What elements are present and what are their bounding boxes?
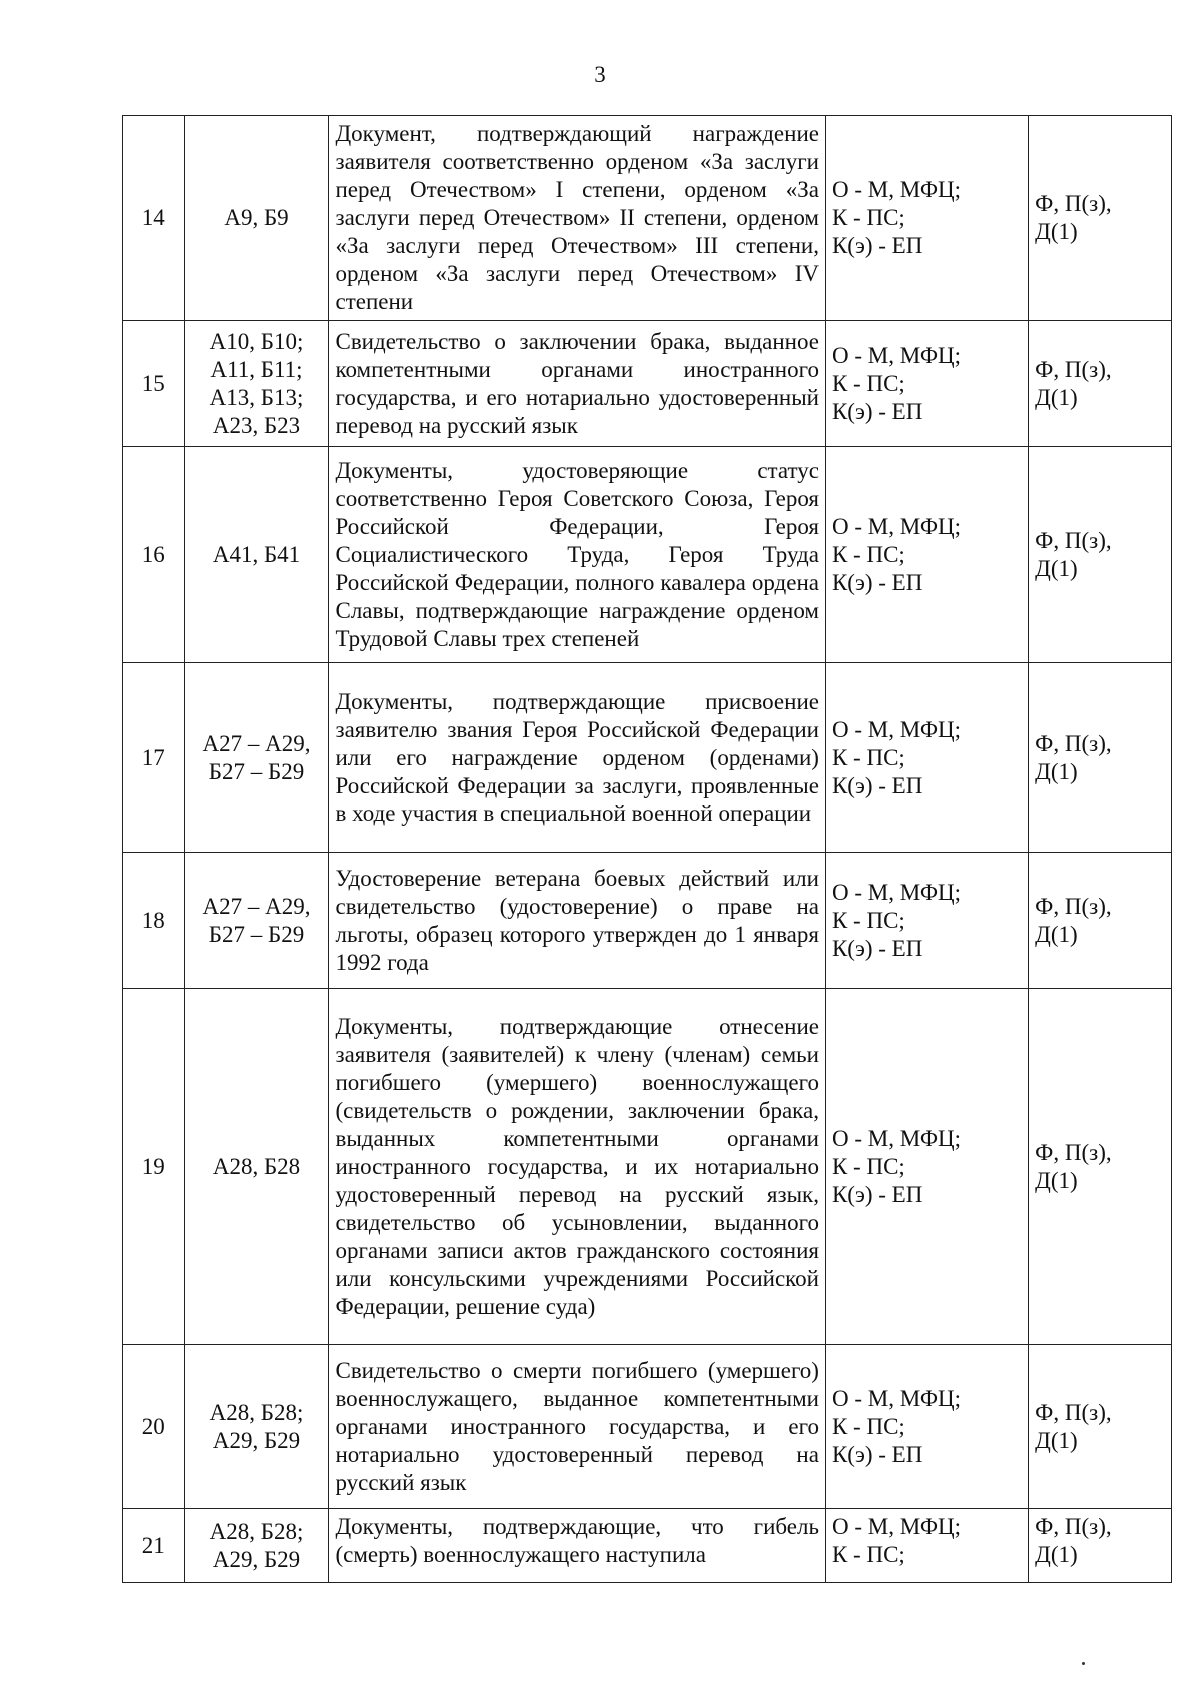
receipt-line: К - ПС; xyxy=(831,541,905,567)
receipt-line: О - М, МФЦ; xyxy=(831,177,962,202)
applicant-codes xyxy=(184,321,329,447)
applicant-codes xyxy=(184,1345,329,1509)
code-line: А10, Б10; xyxy=(209,328,304,354)
row-number: 19 xyxy=(123,989,185,1345)
receipt-methods xyxy=(825,663,1028,853)
receipt-line: К - ПС; xyxy=(831,370,905,396)
applicant-codes xyxy=(184,116,329,321)
document-form xyxy=(1029,663,1172,853)
applicant-codes xyxy=(184,1509,329,1583)
code-line: А29, Б29 xyxy=(212,1427,301,1453)
code-line: А23, Б23 xyxy=(212,412,301,438)
receipt-line: К(э) - ЕП xyxy=(831,569,923,595)
applicant-codes xyxy=(184,989,329,1345)
receipt-methods xyxy=(825,321,1028,447)
code-line: А28, Б28 xyxy=(212,1153,301,1179)
document-description: Документы, удостоверяющие статус соответственно Героя Советского Союза, Героя Российской Федерации, Героя Социалистического Труда, Героя Труда Российской Федерации, полного кавалера ордена Славы, подтверждающие награждение орденом Трудовой Славы трех степеней xyxy=(329,447,825,663)
receipt-line: К(э) - ЕП xyxy=(831,1441,923,1467)
receipt-methods xyxy=(825,1509,1028,1583)
form-line: Ф, П(з), xyxy=(1035,893,1112,919)
code-line: А27 – А29, xyxy=(202,730,311,756)
form-line: Д(1) xyxy=(1035,384,1078,410)
receipt-methods xyxy=(825,1345,1028,1509)
document-form xyxy=(1029,853,1172,989)
code-line: А41, Б41 xyxy=(212,541,301,567)
row-number: 16 xyxy=(123,447,185,663)
receipt-methods xyxy=(825,853,1028,989)
form-line: Д(1) xyxy=(1035,555,1078,581)
applicant-codes xyxy=(184,853,329,989)
scan-speck xyxy=(1082,1662,1085,1665)
receipt-methods xyxy=(825,447,1028,663)
receipt-line: О - М, МФЦ; xyxy=(831,879,962,905)
page-number: 3 xyxy=(594,62,606,87)
document-description: Свидетельство о заключении брака, выданное компетентными органами иностранного государства, и его нотариально удостоверенный перевод на русский язык xyxy=(329,321,825,447)
receipt-methods xyxy=(825,989,1028,1345)
row-number: 15 xyxy=(123,321,185,447)
applicant-codes xyxy=(184,447,329,663)
form-line: Ф, П(з), xyxy=(1035,527,1112,553)
table-row xyxy=(123,663,1172,853)
receipt-line: К - ПС; xyxy=(831,205,905,230)
receipt-methods xyxy=(825,116,1028,321)
document-form xyxy=(1029,447,1172,663)
form-line: Д(1) xyxy=(1035,1542,1078,1567)
receipt-line: К(э) - ЕП xyxy=(831,233,923,258)
document-description: Документы, подтверждающие, что гибель (смерть) военнослужащего наступила xyxy=(329,1509,825,1583)
table-row xyxy=(123,1509,1172,1583)
receipt-line: О - М, МФЦ; xyxy=(831,342,962,368)
row-number: 18 xyxy=(123,853,185,989)
receipt-line: К - ПС; xyxy=(831,744,905,770)
code-line: А9, Б9 xyxy=(224,205,289,230)
receipt-line: К(э) - ЕП xyxy=(831,398,923,424)
receipt-line: К(э) - ЕП xyxy=(831,772,923,798)
code-line: А11, Б11; xyxy=(210,356,303,382)
documents-table xyxy=(122,115,1172,1583)
receipt-line: К(э) - ЕП xyxy=(831,1181,923,1207)
applicant-codes xyxy=(184,663,329,853)
document-form xyxy=(1029,989,1172,1345)
document-form xyxy=(1029,116,1172,321)
table-row xyxy=(123,116,1172,321)
receipt-line: К - ПС; xyxy=(831,1153,905,1179)
form-line: Ф, П(з), xyxy=(1035,1514,1112,1539)
form-line: Д(1) xyxy=(1035,758,1078,784)
receipt-line: К - ПС; xyxy=(831,1413,905,1439)
document-description: Удостоверение ветерана боевых действий или свидетельство (удостоверение) о праве на льготы, образец которого утвержден до 1 января 1992 года xyxy=(329,853,825,989)
form-line: Ф, П(з), xyxy=(1035,191,1112,216)
form-line: Ф, П(з), xyxy=(1035,1139,1112,1165)
row-number: 21 xyxy=(123,1509,185,1583)
document-description: Документы, подтверждающие присвоение заявителю звания Героя Российской Федерации или его награждение орденом (орденами) Российской Федерации за заслуги, проявленные в ходе участия в специальной военной операции xyxy=(329,663,825,853)
receipt-line: К - ПС; xyxy=(831,1542,905,1567)
form-line: Ф, П(з), xyxy=(1035,356,1112,382)
code-line: А27 – А29, xyxy=(202,893,311,919)
table-row xyxy=(123,1345,1172,1509)
table-row xyxy=(123,853,1172,989)
form-line: Д(1) xyxy=(1035,1427,1078,1453)
receipt-line: О - М, МФЦ; xyxy=(831,513,962,539)
code-line: А28, Б28; xyxy=(209,1399,304,1425)
document-description: Документы, подтверждающие отнесение заявителя (заявителей) к члену (членам) семьи погибшего (умершего) военнослужащего (свидетельств о рождении, заключении брака, выданных компетентными органами иностранного государства, и их нотариально удостоверенный перевод на русский язык, свидетельство об усыновлении, выданного органами записи актов гражданского состояния или консульскими учреждениями Российской Федерации, решение суда) xyxy=(329,989,825,1345)
receipt-line: О - М, МФЦ; xyxy=(831,1514,962,1539)
code-line: А13, Б13; xyxy=(209,384,304,410)
document-description: Свидетельство о смерти погибшего (умершего) военнослужащего, выданное компетентными органами иностранного государства, и его нотариально удостоверенный перевод на русский язык xyxy=(329,1345,825,1509)
form-line: Д(1) xyxy=(1035,1167,1078,1193)
table-row xyxy=(123,447,1172,663)
form-line: Ф, П(з), xyxy=(1035,730,1112,756)
receipt-line: К - ПС; xyxy=(831,907,905,933)
table-row xyxy=(123,321,1172,447)
document-form xyxy=(1029,321,1172,447)
receipt-line: О - М, МФЦ; xyxy=(831,716,962,742)
code-line: А28, Б28; xyxy=(209,1518,304,1544)
form-line: Ф, П(з), xyxy=(1035,1399,1112,1425)
form-line: Д(1) xyxy=(1035,921,1078,947)
form-line: Д(1) xyxy=(1035,219,1078,244)
receipt-line: К(э) - ЕП xyxy=(831,935,923,961)
table-row xyxy=(123,989,1172,1345)
code-line: Б27 – Б29 xyxy=(208,921,305,947)
document-form xyxy=(1029,1345,1172,1509)
row-number: 14 xyxy=(123,116,185,321)
code-line: Б27 – Б29 xyxy=(208,758,305,784)
receipt-line: О - М, МФЦ; xyxy=(831,1385,962,1411)
document-form xyxy=(1029,1509,1172,1583)
document-description: Документ, подтверждающий награждение заявителя соответственно орденом «За заслуги перед Отечеством» I степени, орденом «За заслуги перед Отечеством» II степени, орденом «За заслуги перед Отечеством» III степени, орденом «За заслуги перед Отечеством» IV степени xyxy=(329,116,825,321)
receipt-line: О - М, МФЦ; xyxy=(831,1125,962,1151)
row-number: 20 xyxy=(123,1345,185,1509)
code-line: А29, Б29 xyxy=(212,1546,301,1572)
row-number: 17 xyxy=(123,663,185,853)
